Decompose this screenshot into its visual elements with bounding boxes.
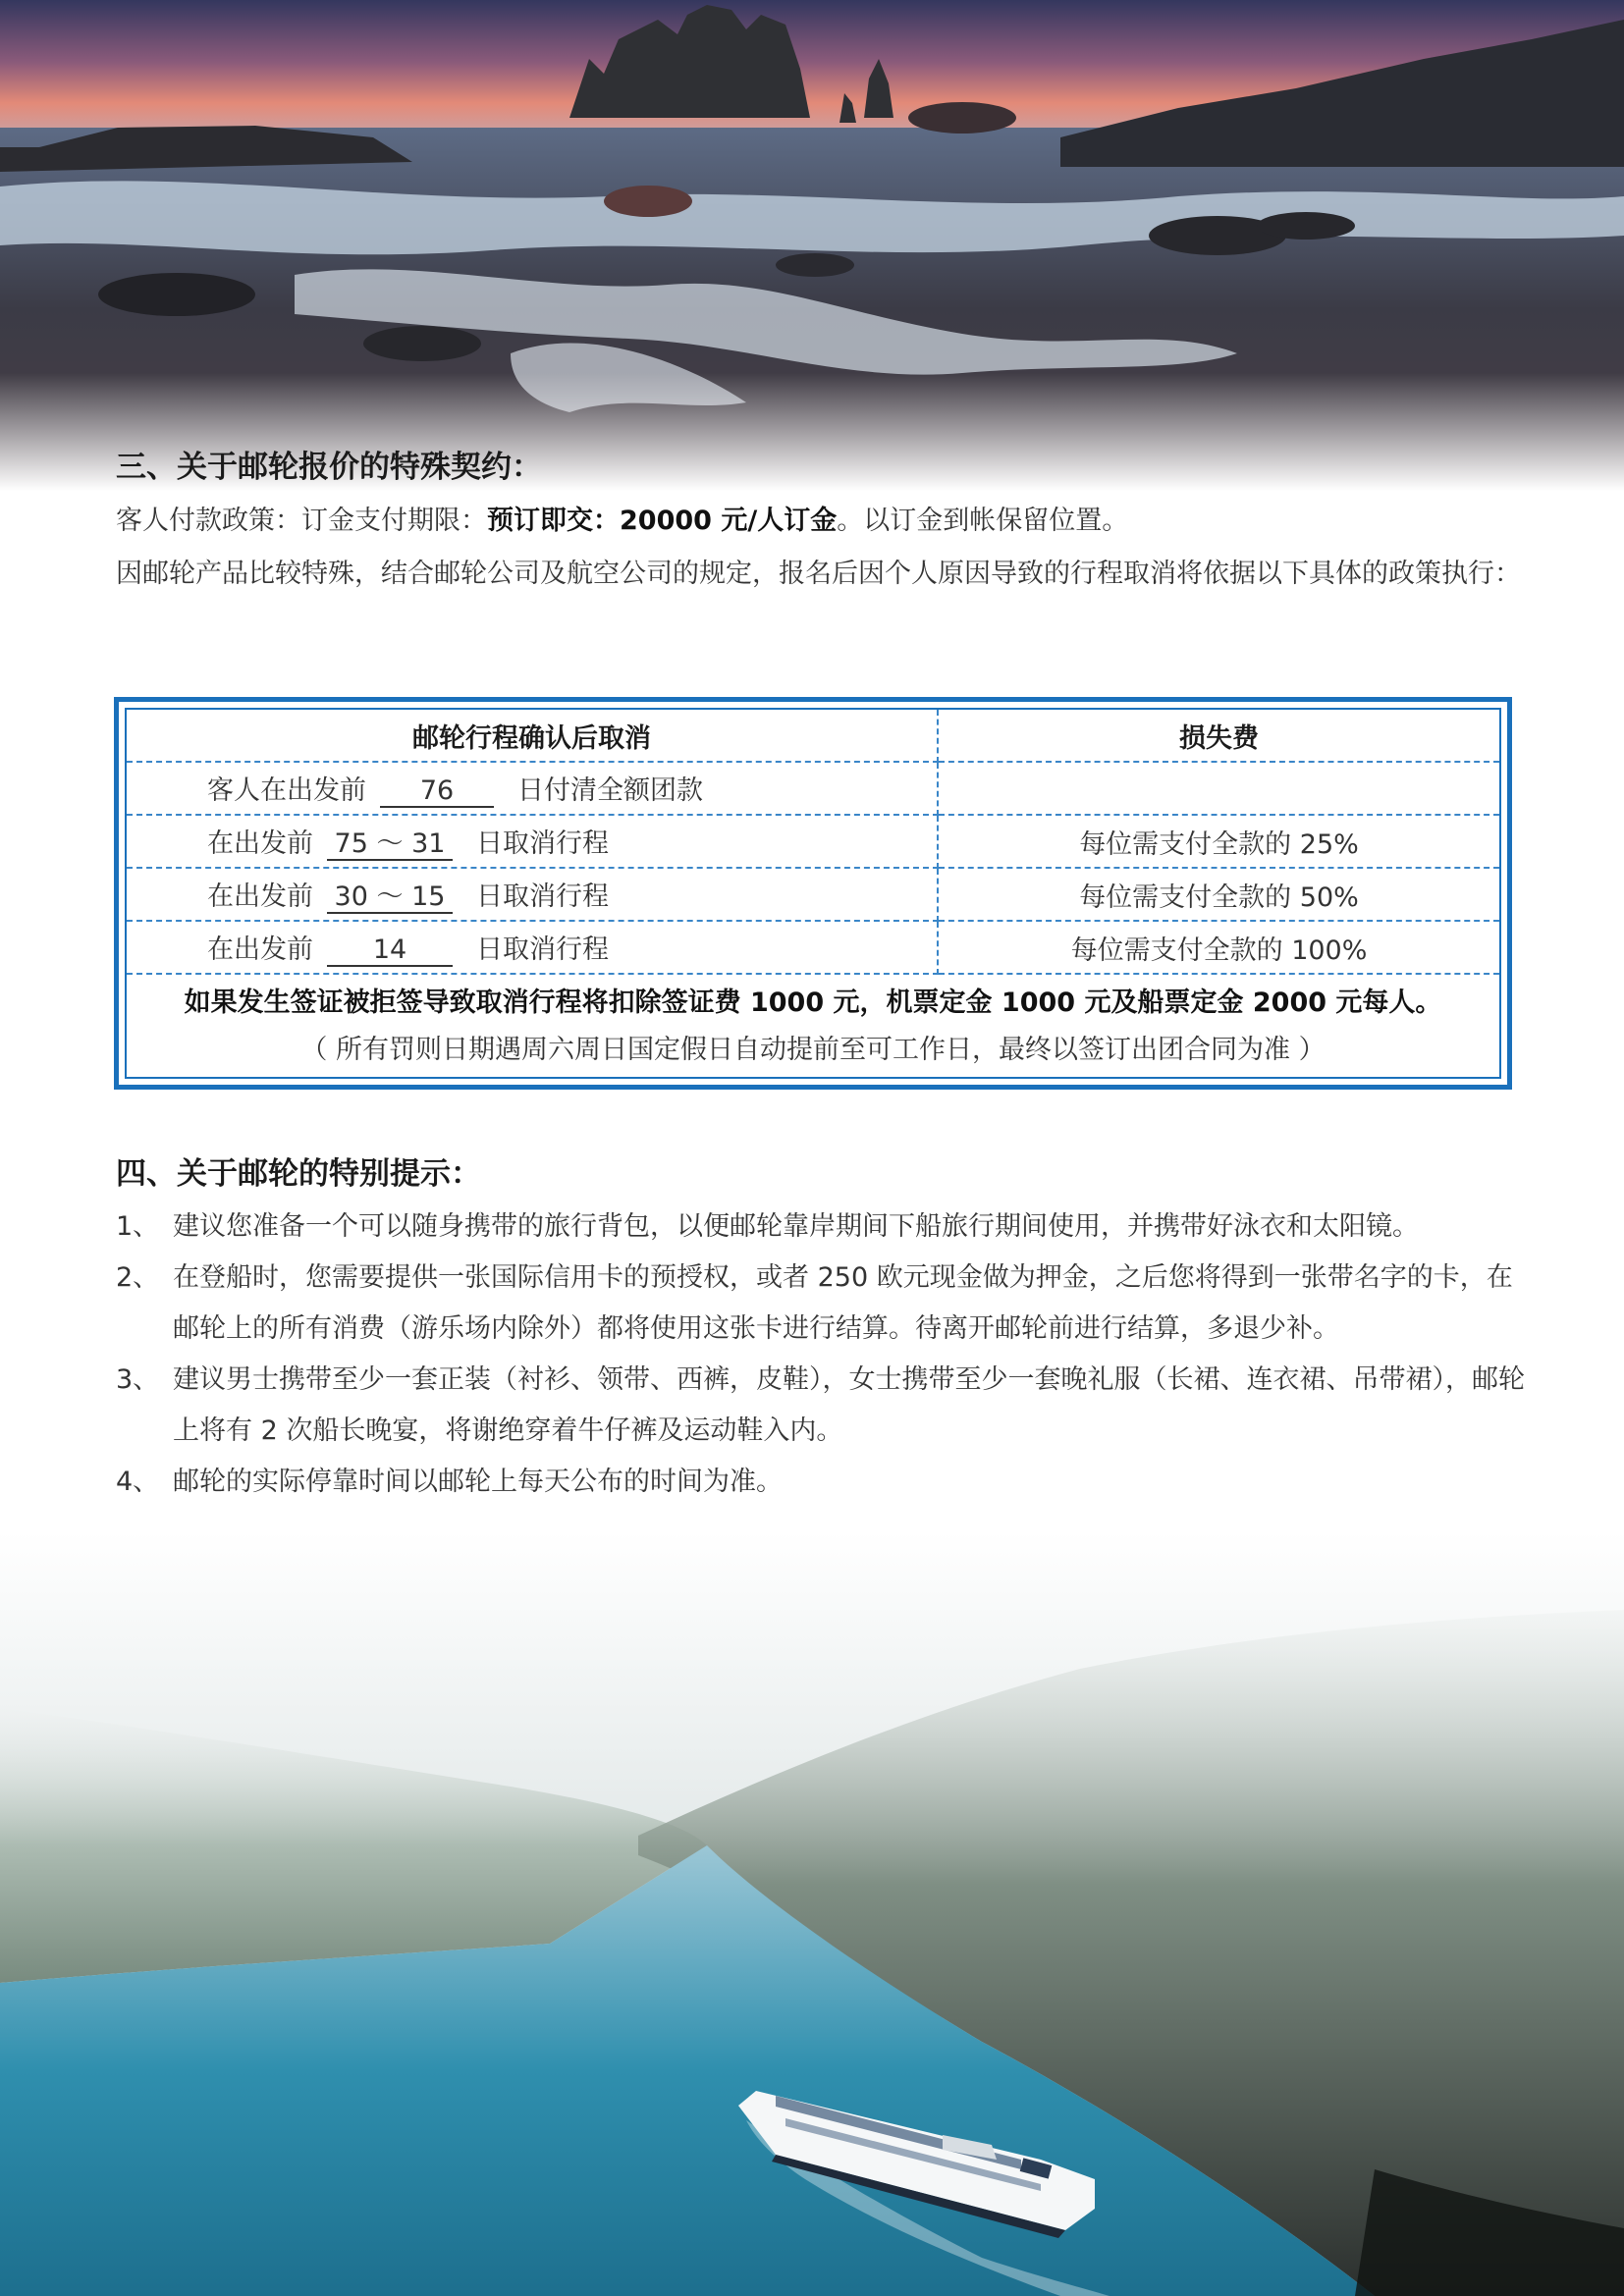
row-fee: 每位需支付全款的 100% xyxy=(938,921,1499,974)
row-prefix: 在出发前 xyxy=(207,881,313,912)
table-row xyxy=(127,815,1499,868)
tip-number: 3、 xyxy=(116,1364,160,1395)
row-fee: 每位需支付全款的 50% xyxy=(938,868,1499,921)
tip-number: 4、 xyxy=(116,1467,160,1497)
row-suffix: 日取消行程 xyxy=(476,828,609,859)
table-note-row xyxy=(127,974,1499,1073)
list-item xyxy=(116,1253,1530,1355)
holiday-note: （ 所有罚则日期遇周六周日国定假日自动提前至可工作日，最终以签订出团合同为准 ） xyxy=(300,1035,1326,1065)
cancellation-policy-table xyxy=(114,697,1512,1090)
row-days: 30 ～ 15 xyxy=(327,882,453,914)
seascape-photo xyxy=(0,0,1624,491)
table-row xyxy=(127,762,1499,815)
payment-policy xyxy=(116,495,1530,548)
tip-text: 在登船时，您需要提供一张国际信用卡的预授权，或者 250 欧元现金做为押金，之后您将得到一张带名字的卡，在邮轮上的所有消费（游乐场内除外）都将使用这张卡进行结算。待离开邮轮前进行结算，多退少补。 xyxy=(173,1262,1513,1344)
row-suffix: 日取消行程 xyxy=(476,881,609,912)
tip-text: 邮轮的实际停靠时间以邮轮上每天公布的时间为准。 xyxy=(173,1467,783,1497)
row-prefix: 在出发前 xyxy=(207,934,313,965)
section-title-special-terms: 三、关于邮轮报价的特殊契约： xyxy=(116,450,542,485)
visa-refusal-note: 如果发生签证被拒签导致取消行程将扣除签证费 1000 元，机票定金 1000 元及船票定金 2000 元每人。 xyxy=(184,988,1442,1018)
list-item xyxy=(116,1201,1530,1253)
cruise-tips-section xyxy=(116,1147,1530,1508)
row-prefix: 客人在出发前 xyxy=(207,775,366,806)
table-row xyxy=(127,868,1499,921)
row-prefix: 在出发前 xyxy=(207,828,313,859)
payment-policy-suffix: 。以订金到帐保留位置。 xyxy=(837,506,1129,536)
payment-policy-prefix: 客人付款政策：订金支付期限： xyxy=(116,506,487,536)
section-title-tips: 四、关于邮轮的特别提示： xyxy=(116,1156,481,1192)
payment-deposit: 预订即交：20000 元/人订金 xyxy=(487,506,838,536)
policy-table xyxy=(127,710,1499,1073)
tip-text: 建议男士携带至少一套正装（衬衫、领带、西裤，皮鞋），女士携带至少一套晚礼服（长裙、连衣裙、吊带裙），邮轮上将有 2 次船长晚宴，将谢绝穿着牛仔裤及运动鞋入内。 xyxy=(173,1364,1525,1446)
policy-intro: 因邮轮产品比较特殊，结合邮轮公司及航空公司的规定，报名后因个人原因导致的行程取消将依据以下具体的政策执行： xyxy=(116,559,1521,589)
row-days: 76 xyxy=(380,776,494,808)
tip-text: 建议您准备一个可以随身携带的旅行背包，以便邮轮靠岸期间下船旅行期间使用，并携带好泳衣和太阳镜。 xyxy=(173,1211,1419,1242)
row-suffix: 日付清全额团款 xyxy=(517,775,703,806)
row-fee xyxy=(938,762,1499,815)
row-fee: 每位需支付全款的 25% xyxy=(938,815,1499,868)
tips-list xyxy=(116,1201,1530,1508)
tip-number: 2、 xyxy=(116,1262,160,1293)
list-item xyxy=(116,1355,1530,1457)
fjord-cruise-photo xyxy=(0,1531,1624,2296)
header-cancel-after-confirm: 邮轮行程确认后取消 xyxy=(127,710,938,762)
row-days: 14 xyxy=(327,935,453,967)
table-header-row xyxy=(127,710,1499,762)
list-item xyxy=(116,1457,1530,1508)
tip-number: 1、 xyxy=(116,1211,160,1242)
header-penalty: 损失费 xyxy=(938,710,1499,762)
row-days: 75 ～ 31 xyxy=(327,829,453,861)
table-row xyxy=(127,921,1499,974)
row-suffix: 日取消行程 xyxy=(476,934,609,965)
cruise-quote-section xyxy=(116,440,1530,601)
fjord-illustration xyxy=(0,1531,1624,2296)
seascape-illustration xyxy=(0,0,1624,491)
